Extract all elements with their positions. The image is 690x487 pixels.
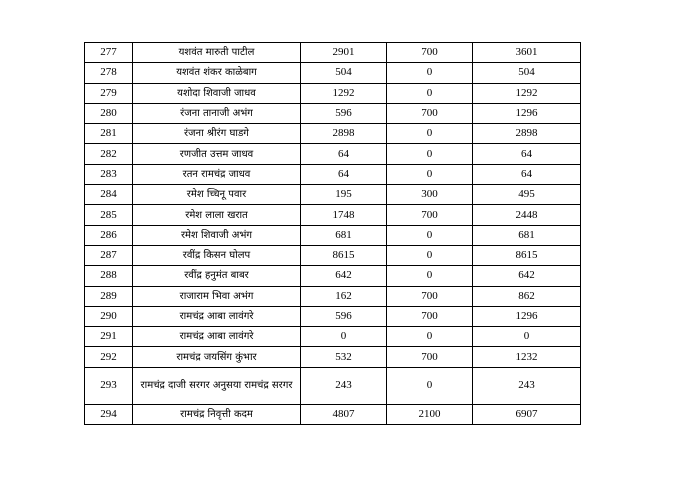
- name-cell: यशवंत शंकर काळेबाग: [133, 63, 301, 83]
- amount-b-cell: 700: [387, 43, 473, 63]
- serial-number-cell: 287: [85, 245, 133, 265]
- amount-a-cell: 2901: [301, 43, 387, 63]
- total-cell: 0: [473, 327, 581, 347]
- serial-number-cell: 277: [85, 43, 133, 63]
- name-cell: रंजना तानाजी अभंग: [133, 103, 301, 123]
- table-row: [85, 367, 581, 404]
- amount-a-cell: 532: [301, 347, 387, 367]
- amount-b-cell: 0: [387, 164, 473, 184]
- name-cell: यशवंत मारुती पाटील: [133, 43, 301, 63]
- amount-b-cell: 700: [387, 103, 473, 123]
- total-cell: 1292: [473, 83, 581, 103]
- name-cell: रामचंद्र निवृत्ती कदम: [133, 404, 301, 424]
- amount-b-cell: 0: [387, 124, 473, 144]
- total-cell: 3601: [473, 43, 581, 63]
- table-row: [85, 266, 581, 286]
- total-cell: 504: [473, 63, 581, 83]
- total-cell: 681: [473, 225, 581, 245]
- serial-number-cell: 281: [85, 124, 133, 144]
- table-row: [85, 347, 581, 367]
- table-row: [85, 63, 581, 83]
- name-cell: रवींद्र किसन घोलप: [133, 245, 301, 265]
- total-cell: 642: [473, 266, 581, 286]
- amount-a-cell: 504: [301, 63, 387, 83]
- serial-number-cell: 286: [85, 225, 133, 245]
- amount-a-cell: 64: [301, 164, 387, 184]
- amount-a-cell: 0: [301, 327, 387, 347]
- amount-a-cell: 162: [301, 286, 387, 306]
- amount-b-cell: 700: [387, 286, 473, 306]
- table-row: [85, 43, 581, 63]
- serial-number-cell: 282: [85, 144, 133, 164]
- amount-b-cell: 0: [387, 63, 473, 83]
- total-cell: 64: [473, 144, 581, 164]
- name-cell: रंजना श्रीरंग घाडगे: [133, 124, 301, 144]
- amount-a-cell: 596: [301, 306, 387, 326]
- amount-b-cell: 700: [387, 347, 473, 367]
- amount-a-cell: 2898: [301, 124, 387, 144]
- table-row: [85, 144, 581, 164]
- serial-number-cell: 285: [85, 205, 133, 225]
- amount-b-cell: 0: [387, 144, 473, 164]
- table-row: [85, 327, 581, 347]
- amount-a-cell: 596: [301, 103, 387, 123]
- amount-a-cell: 8615: [301, 245, 387, 265]
- name-cell: रमेश लाला खरात: [133, 205, 301, 225]
- total-cell: 1232: [473, 347, 581, 367]
- total-cell: 2448: [473, 205, 581, 225]
- total-cell: 64: [473, 164, 581, 184]
- amount-a-cell: 195: [301, 185, 387, 205]
- serial-number-cell: 294: [85, 404, 133, 424]
- serial-number-cell: 289: [85, 286, 133, 306]
- name-cell: रतन रामचंद्र जाधव: [133, 164, 301, 184]
- amount-b-cell: 700: [387, 306, 473, 326]
- amount-b-cell: 0: [387, 266, 473, 286]
- amount-b-cell: 0: [387, 83, 473, 103]
- serial-number-cell: 280: [85, 103, 133, 123]
- table-row: [85, 185, 581, 205]
- name-cell: रमेश च्चिनू पवार: [133, 185, 301, 205]
- amount-b-cell: 2100: [387, 404, 473, 424]
- total-cell: 862: [473, 286, 581, 306]
- amount-b-cell: 0: [387, 245, 473, 265]
- amount-a-cell: 681: [301, 225, 387, 245]
- total-cell: 243: [473, 367, 581, 404]
- name-cell: रामचंद्र जयसिंग कुंभार: [133, 347, 301, 367]
- name-cell: राजाराम भिवा अभंग: [133, 286, 301, 306]
- name-cell: रणजीत उत्तम जाधव: [133, 144, 301, 164]
- serial-number-cell: 293: [85, 367, 133, 404]
- name-cell: रवींद्र हनुमंत बाबर: [133, 266, 301, 286]
- name-cell: यशोदा शिवाजी जाधव: [133, 83, 301, 103]
- table-row: [85, 83, 581, 103]
- serial-number-cell: 288: [85, 266, 133, 286]
- name-cell: रमेश शिवाजी अभंग: [133, 225, 301, 245]
- amount-a-cell: 4807: [301, 404, 387, 424]
- ledger-body: [85, 43, 581, 425]
- ledger-table: [84, 42, 581, 425]
- table-row: [85, 103, 581, 123]
- total-cell: 2898: [473, 124, 581, 144]
- total-cell: 495: [473, 185, 581, 205]
- serial-number-cell: 292: [85, 347, 133, 367]
- total-cell: 8615: [473, 245, 581, 265]
- amount-a-cell: 1748: [301, 205, 387, 225]
- name-cell: रामचंद्र दाजी सरगर अनुसया रामचंद्र सरगर: [133, 367, 301, 404]
- amount-b-cell: 300: [387, 185, 473, 205]
- amount-b-cell: 0: [387, 367, 473, 404]
- table-row: [85, 306, 581, 326]
- amount-a-cell: 243: [301, 367, 387, 404]
- amount-b-cell: 0: [387, 225, 473, 245]
- serial-number-cell: 290: [85, 306, 133, 326]
- amount-a-cell: 64: [301, 144, 387, 164]
- total-cell: 1296: [473, 103, 581, 123]
- table-row: [85, 225, 581, 245]
- table-row: [85, 245, 581, 265]
- serial-number-cell: 278: [85, 63, 133, 83]
- amount-b-cell: 700: [387, 205, 473, 225]
- table-row: [85, 124, 581, 144]
- amount-a-cell: 642: [301, 266, 387, 286]
- table-row: [85, 164, 581, 184]
- table-row: [85, 404, 581, 424]
- total-cell: 1296: [473, 306, 581, 326]
- amount-b-cell: 0: [387, 327, 473, 347]
- serial-number-cell: 283: [85, 164, 133, 184]
- serial-number-cell: 284: [85, 185, 133, 205]
- table-row: [85, 286, 581, 306]
- serial-number-cell: 279: [85, 83, 133, 103]
- name-cell: रामचंद्र आबा लावंगरे: [133, 327, 301, 347]
- serial-number-cell: 291: [85, 327, 133, 347]
- amount-a-cell: 1292: [301, 83, 387, 103]
- table-row: [85, 205, 581, 225]
- total-cell: 6907: [473, 404, 581, 424]
- name-cell: रामचंद्र आबा लावंगरे: [133, 306, 301, 326]
